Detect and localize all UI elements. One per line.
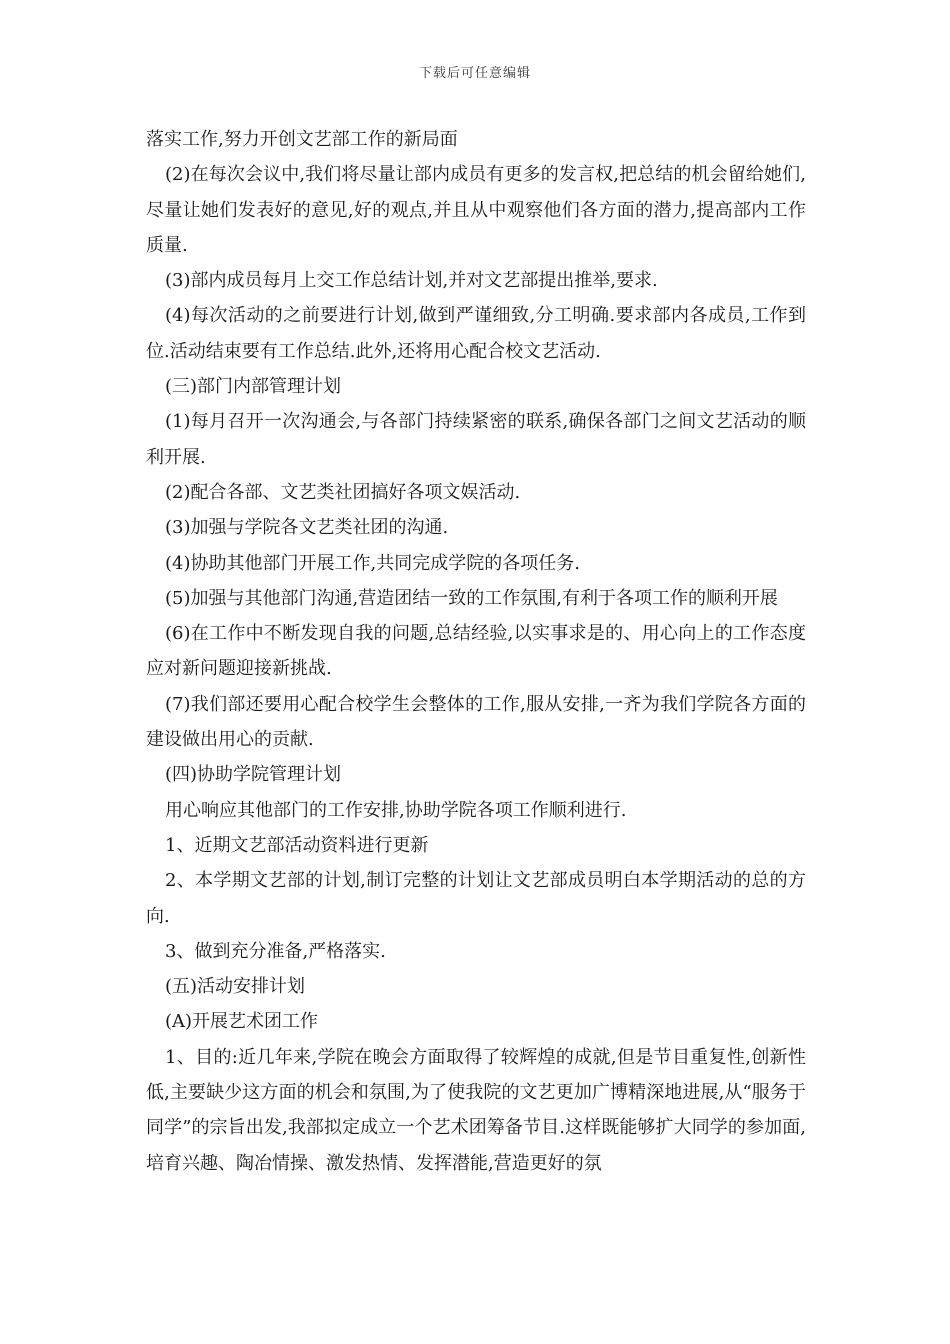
paragraph: (3)部内成员每月上交工作总结计划,并对文艺部提出推举,要求. [165, 270, 658, 292]
paragraph: (6)在工作中不断发现自我的问题,总结经验,以实事求是的、用心向上的工作态度应对新问题迎接新挑战. [146, 623, 806, 680]
paragraph: (A)开展艺术团工作 [165, 1011, 319, 1033]
paragraph: (2)在每次会议中,我们将尽量让部内成员有更多的发言权,把总结的机会留给她们,尽量让她们发表好的意见,好的观点,并且从中观察他们各方面的潜力,提高部内工作质量. [146, 164, 806, 256]
document-body [146, 122, 806, 1181]
paragraph: 用心响应其他部门的工作安排,协助学院各项工作顺利进行. [165, 799, 627, 821]
paragraph: 2、本学期文艺部的计划,制订完整的计划让文艺部成员明白本学期活动的总的方向. [146, 870, 806, 927]
paragraph: 3、做到充分准备,严格落实. [165, 940, 386, 962]
paragraph: 1、目的:近几年来,学院在晚会方面取得了较辉煌的成就,但是节目重复性,创新性低,主要缺少这方面的机会和氛围,为了使我院的文艺更加广博精深地进展,从“服务于同学”的宗旨出发,我部拟定成立一个艺术团筹备节目.这样既能够扩大同学的参加面,培育兴趣、陶冶情操、激发热情、发挥潜能,营造更好的氛 [146, 1046, 806, 1174]
paragraph: (3)加强与学院各文艺类社团的沟通. [165, 517, 449, 539]
paragraph: (4)每次活动的之前要进行计划,做到严谨细致,分工明确.要求部内各成员,工作到位.活动结束要有工作总结.此外,还将用心配合校文艺活动. [146, 305, 806, 362]
paragraph: (4)协助其他部门开展工作,共同完成学院的各项任务. [165, 552, 580, 574]
paragraph: (2)配合各部、文艺类社团搞好各项文娱活动. [165, 481, 521, 503]
paragraph: (三)部门内部管理计划 [165, 376, 342, 398]
paragraph: (5)加强与其他部门沟通,营造团结一致的工作氛围,有利于各项工作的顺利开展 [165, 587, 778, 609]
paragraph: 落实工作,努力开创文艺部工作的新局面 [146, 129, 458, 150]
paragraph: (1)每月召开一次沟通会,与各部门持续紧密的联系,确保各部门之间文艺活动的顺利开展. [146, 411, 806, 468]
paragraph: (7)我们部还要用心配合校学生会整体的工作,服从安排,一齐为我们学院各方面的建设做出用心的贡献. [146, 693, 806, 751]
paragraph: (四)协助学院管理计划 [165, 764, 342, 786]
page-header-note: 下载后可任意编辑 [418, 66, 531, 81]
paragraph: (五)活动安排计划 [165, 976, 306, 998]
paragraph: 1、近期文艺部活动资料进行更新 [165, 834, 429, 856]
